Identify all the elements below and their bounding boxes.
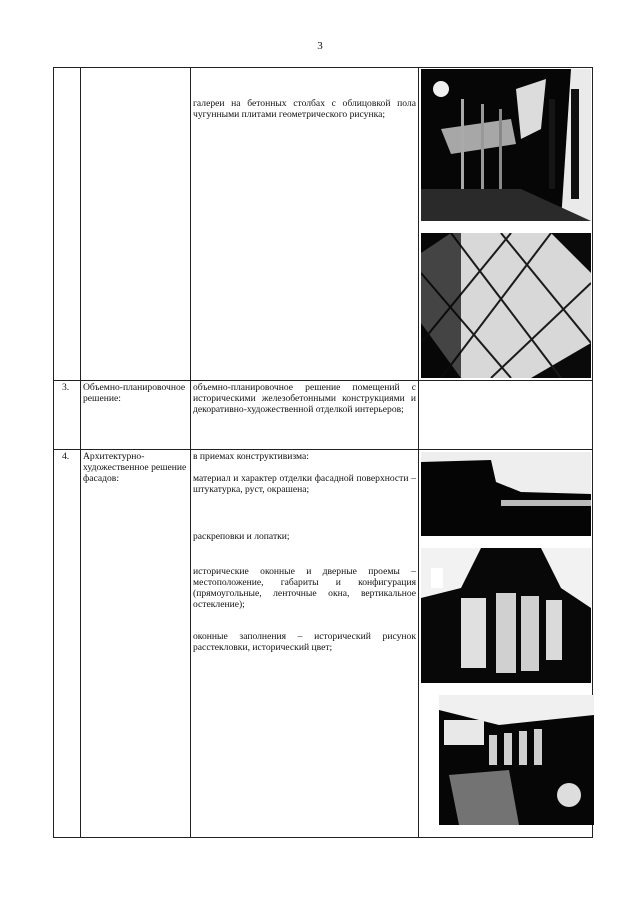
table-row <box>54 450 593 838</box>
monument-features-table <box>53 67 593 838</box>
photo-cell <box>419 381 593 450</box>
row-label: Объемно-планировочное решение: <box>81 381 191 450</box>
page-number: 3 <box>317 40 323 52</box>
description-paragraph: раскреповки и лопатки; <box>193 531 290 542</box>
description-paragraph: объемно-планировочное решение помещений с историческими железобетонными конструкциями и декоративно-художественной отделкой интерьеров; <box>193 382 416 415</box>
description-paragraph: в приемах конструктивизма: <box>193 451 309 462</box>
description-paragraph: оконные заполнения – исторический рисунок расстекловки, исторический цвет; <box>193 631 416 653</box>
row-label <box>81 68 191 381</box>
photo-cell <box>419 450 593 838</box>
facade-balcony-photo <box>439 695 594 825</box>
description-paragraph: галереи на бетонных столбах с облицовкой пола чугунными плитами геометрического рисунка; <box>193 98 416 120</box>
row-description <box>191 68 419 381</box>
row-description <box>191 381 419 450</box>
row-number: 4. <box>54 450 81 838</box>
gallery-colonnade-photo <box>421 69 591 221</box>
row-number: 3. <box>54 381 81 450</box>
table-row <box>54 68 593 381</box>
description-paragraph: материал и характер отделки фасадной поверхности – штукатурка, руст, окрашена; <box>193 473 416 495</box>
facade-windows-photo <box>421 548 591 683</box>
facade-roofline-photo <box>421 452 591 536</box>
row-description <box>191 450 419 838</box>
row-label: Архитектурно-художественное решение фасадов: <box>81 450 191 838</box>
row-number <box>54 68 81 381</box>
cast-iron-floor-photo <box>421 233 591 378</box>
description-paragraph: исторические оконные и дверные проемы – местоположение, габариты и конфигурация (прямоугольные, ленточные окна, вертикальное остекление); <box>193 566 416 610</box>
table-row <box>54 381 593 450</box>
photo-cell <box>419 68 593 381</box>
